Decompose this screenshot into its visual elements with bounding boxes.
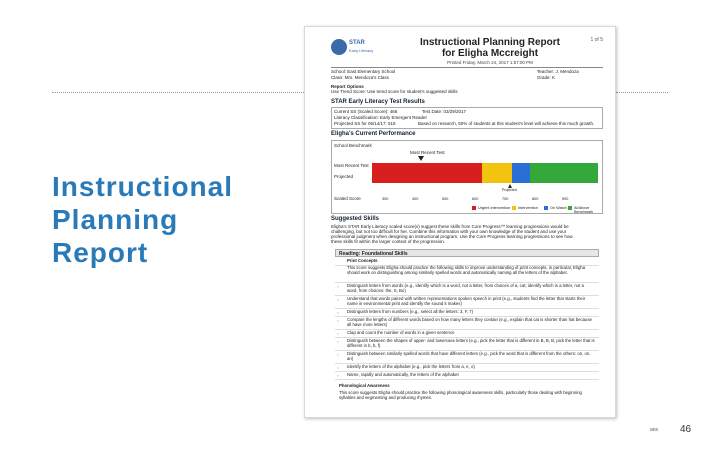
checkbox-icon: ▫ [337,297,339,302]
skill-text: Distinguish letters from numbers (e.g., select all the letters: 3, F, 7) [347,309,474,314]
suggested-skills-title: Suggested Skills [331,216,380,222]
report-page-label: 1 of 5 [590,37,603,43]
legend-benchmark: At/Above Benchmark [574,206,594,214]
skill-text: Understand that words paired with written representations spoken speech in print (e.g., students find the letter that starts their name in environmental print and identify the sound it makes) [347,296,586,306]
checkbox-icon: ▫ [337,365,339,370]
most-recent-test-label: Most Recent Test [410,150,445,155]
legend-intervention-swatch [512,206,516,210]
report-title-line-2: for Eligha Mccreight [441,48,539,59]
slide-title-line-2: Planning [52,204,179,235]
skill-text: Print Concepts [347,258,378,263]
suggested-text-4: these skills fit within the larger context of the progression. [331,239,446,244]
logo-text [349,40,373,54]
checkbox-icon: ▫ [337,373,339,378]
skill-text: This score suggests Eligha should practice the following skills to improve understanding of print concepts, in particular, Eligha should work on distinguishing among similarly spelled words and automatically naming all the letters of the alphabet. [347,265,586,275]
most-recent-marker-icon [418,156,424,161]
skill-row [335,330,599,338]
slide-title-line-1: Instructional [52,171,234,202]
checkbox-icon: ▫ [337,339,339,344]
bar-watch [512,163,530,183]
tick-label: 700 [502,197,509,201]
projected-note: Based on research, 50% of students at this student's level will achieve this much growth. [418,121,595,126]
skill-text: Clap and count the number of words in a given sentence [347,330,455,335]
star-logo-icon [331,39,347,55]
results-title: STAR Early Literacy Test Results [331,99,425,105]
suggested-text-1: Eligha's STAR Early Literacy scaled score(s) suggest these skills from Core Progress™ learning progressions would be [331,224,569,229]
performance-title: Eligha's Current Performance [331,131,416,137]
phonological-text: This score suggests Eligha should practice the following phonological awareness skills, particularly those dealing with beginning syllables and segmenting and producing rhymes. [339,390,582,400]
report-title-line-1: Instructional Planning Report [419,37,560,48]
skill-text: Distinguish between similarly spelled words that have different letters (e.g., pick the word that is different from the others: on, on, an) [347,351,591,361]
bar-benchmark [530,163,598,183]
skill-row [335,265,599,283]
school: School: East Elementary School [331,69,396,74]
report-title [405,37,575,59]
skill-text: Distinguish letters from words (e.g., identify which is a word, not a letter, from choices of a, cat; identify which is a letter, not a word, from choices: the, S, Bo) [347,283,584,293]
slide-number: 46 [680,424,692,435]
performance-chart-box [331,140,603,214]
legend-benchmark-swatch [568,206,572,210]
checkbox-icon: ▫ [337,284,339,289]
suggested-text-2: challenging, but not too difficult for her. Combine this information with your own knowledge of the student and use your [331,229,567,234]
checkbox-icon: ▫ [337,318,339,323]
tick-label: 500 [442,197,449,201]
tick-label: 600 [472,197,479,201]
footer-mark: ans [650,427,659,433]
skill-text: Identify the letters of the alphabet (e.g., pick the letters from a, e, o) [347,364,475,369]
skill-row [335,283,599,296]
report-printed-date: Printed Friday, March 24, 2017 1:57:00 PM [447,60,533,65]
legend-watch-swatch [544,206,548,210]
skill-row [335,364,599,372]
current-scaled-score: Current SS (Scaled Score): 466 [334,109,398,114]
skill-text: Name, rapidly and automatically, the letters of the alphabet [347,372,459,377]
legend-urgent: Urgent Intervention [478,206,511,210]
logo-text-2: Early Literacy [349,48,374,53]
tick-label: 300 [382,197,389,201]
literacy-classification: Literacy Classification: Early Emergent Reader [334,115,428,120]
skill-row [335,296,599,309]
tick-label: 800 [532,197,539,201]
projected-marker-label: Projected [502,188,517,192]
skill-text: Compare the lengths of different words based on how many letters they contain (e.g., explain that cat is shorter than hat because all have more letters) [347,317,592,327]
projected-score: Projected SS for 06/14/17: 518 [334,121,396,126]
class: Class: Mrs. Mendoza's Class [331,75,389,80]
report-options-label: Report Options [331,84,364,89]
school-benchmark-label: School Benchmark [334,143,372,148]
scaled-score-label: Scaled Score [334,196,361,201]
skill-row [335,309,599,317]
section-header: Reading: Foundational Skills [335,249,599,257]
teacher: Teacher: J. Mendoza [537,69,579,74]
suggested-text-3: professional judgment when designing an instructional program. Use the Core Progress learning progressions to see how [331,234,573,239]
skill-row [335,338,599,351]
checkbox-icon: ▫ [337,331,339,336]
skill-row [335,372,599,380]
logo-text-1: STAR [349,40,365,46]
tick-label: 400 [412,197,419,201]
bar-intervention [482,163,512,183]
results-box [331,107,603,129]
grade: Grade: K [537,75,556,80]
row-label-projected: Projected [334,174,354,179]
report-document-image [304,26,616,418]
test-date: Test Date: 03/29/2017 [422,109,467,114]
divider-left [52,92,304,93]
divider-right [616,92,668,93]
rule [331,67,603,68]
legend-watch: On Watch [550,206,567,210]
checkbox-icon: ▫ [337,352,339,357]
bar-urgent [372,163,482,183]
report-options-text: Use Trend Score: Use trend score for student's suggested skills [331,89,458,94]
legend-urgent-swatch [472,206,476,210]
phonological-title: Phonological Awareness [339,383,390,388]
slide-title [52,170,282,269]
legend-intervention: Intervention [518,206,538,210]
phonological-row [335,383,599,413]
tick-label: 900 [562,197,569,201]
slide-title-line-3: Report [52,237,149,268]
skill-text: Distinguish between the shapes of upper- and lowercase letters (e.g., pick the letter that is different in B, B, B, pick the letter that is different in b, b, f) [347,338,595,348]
skill-row [335,351,599,364]
skill-row [335,317,599,330]
checkbox-icon: ▫ [337,310,339,315]
row-label-recent: Most Recent Test [334,163,369,168]
